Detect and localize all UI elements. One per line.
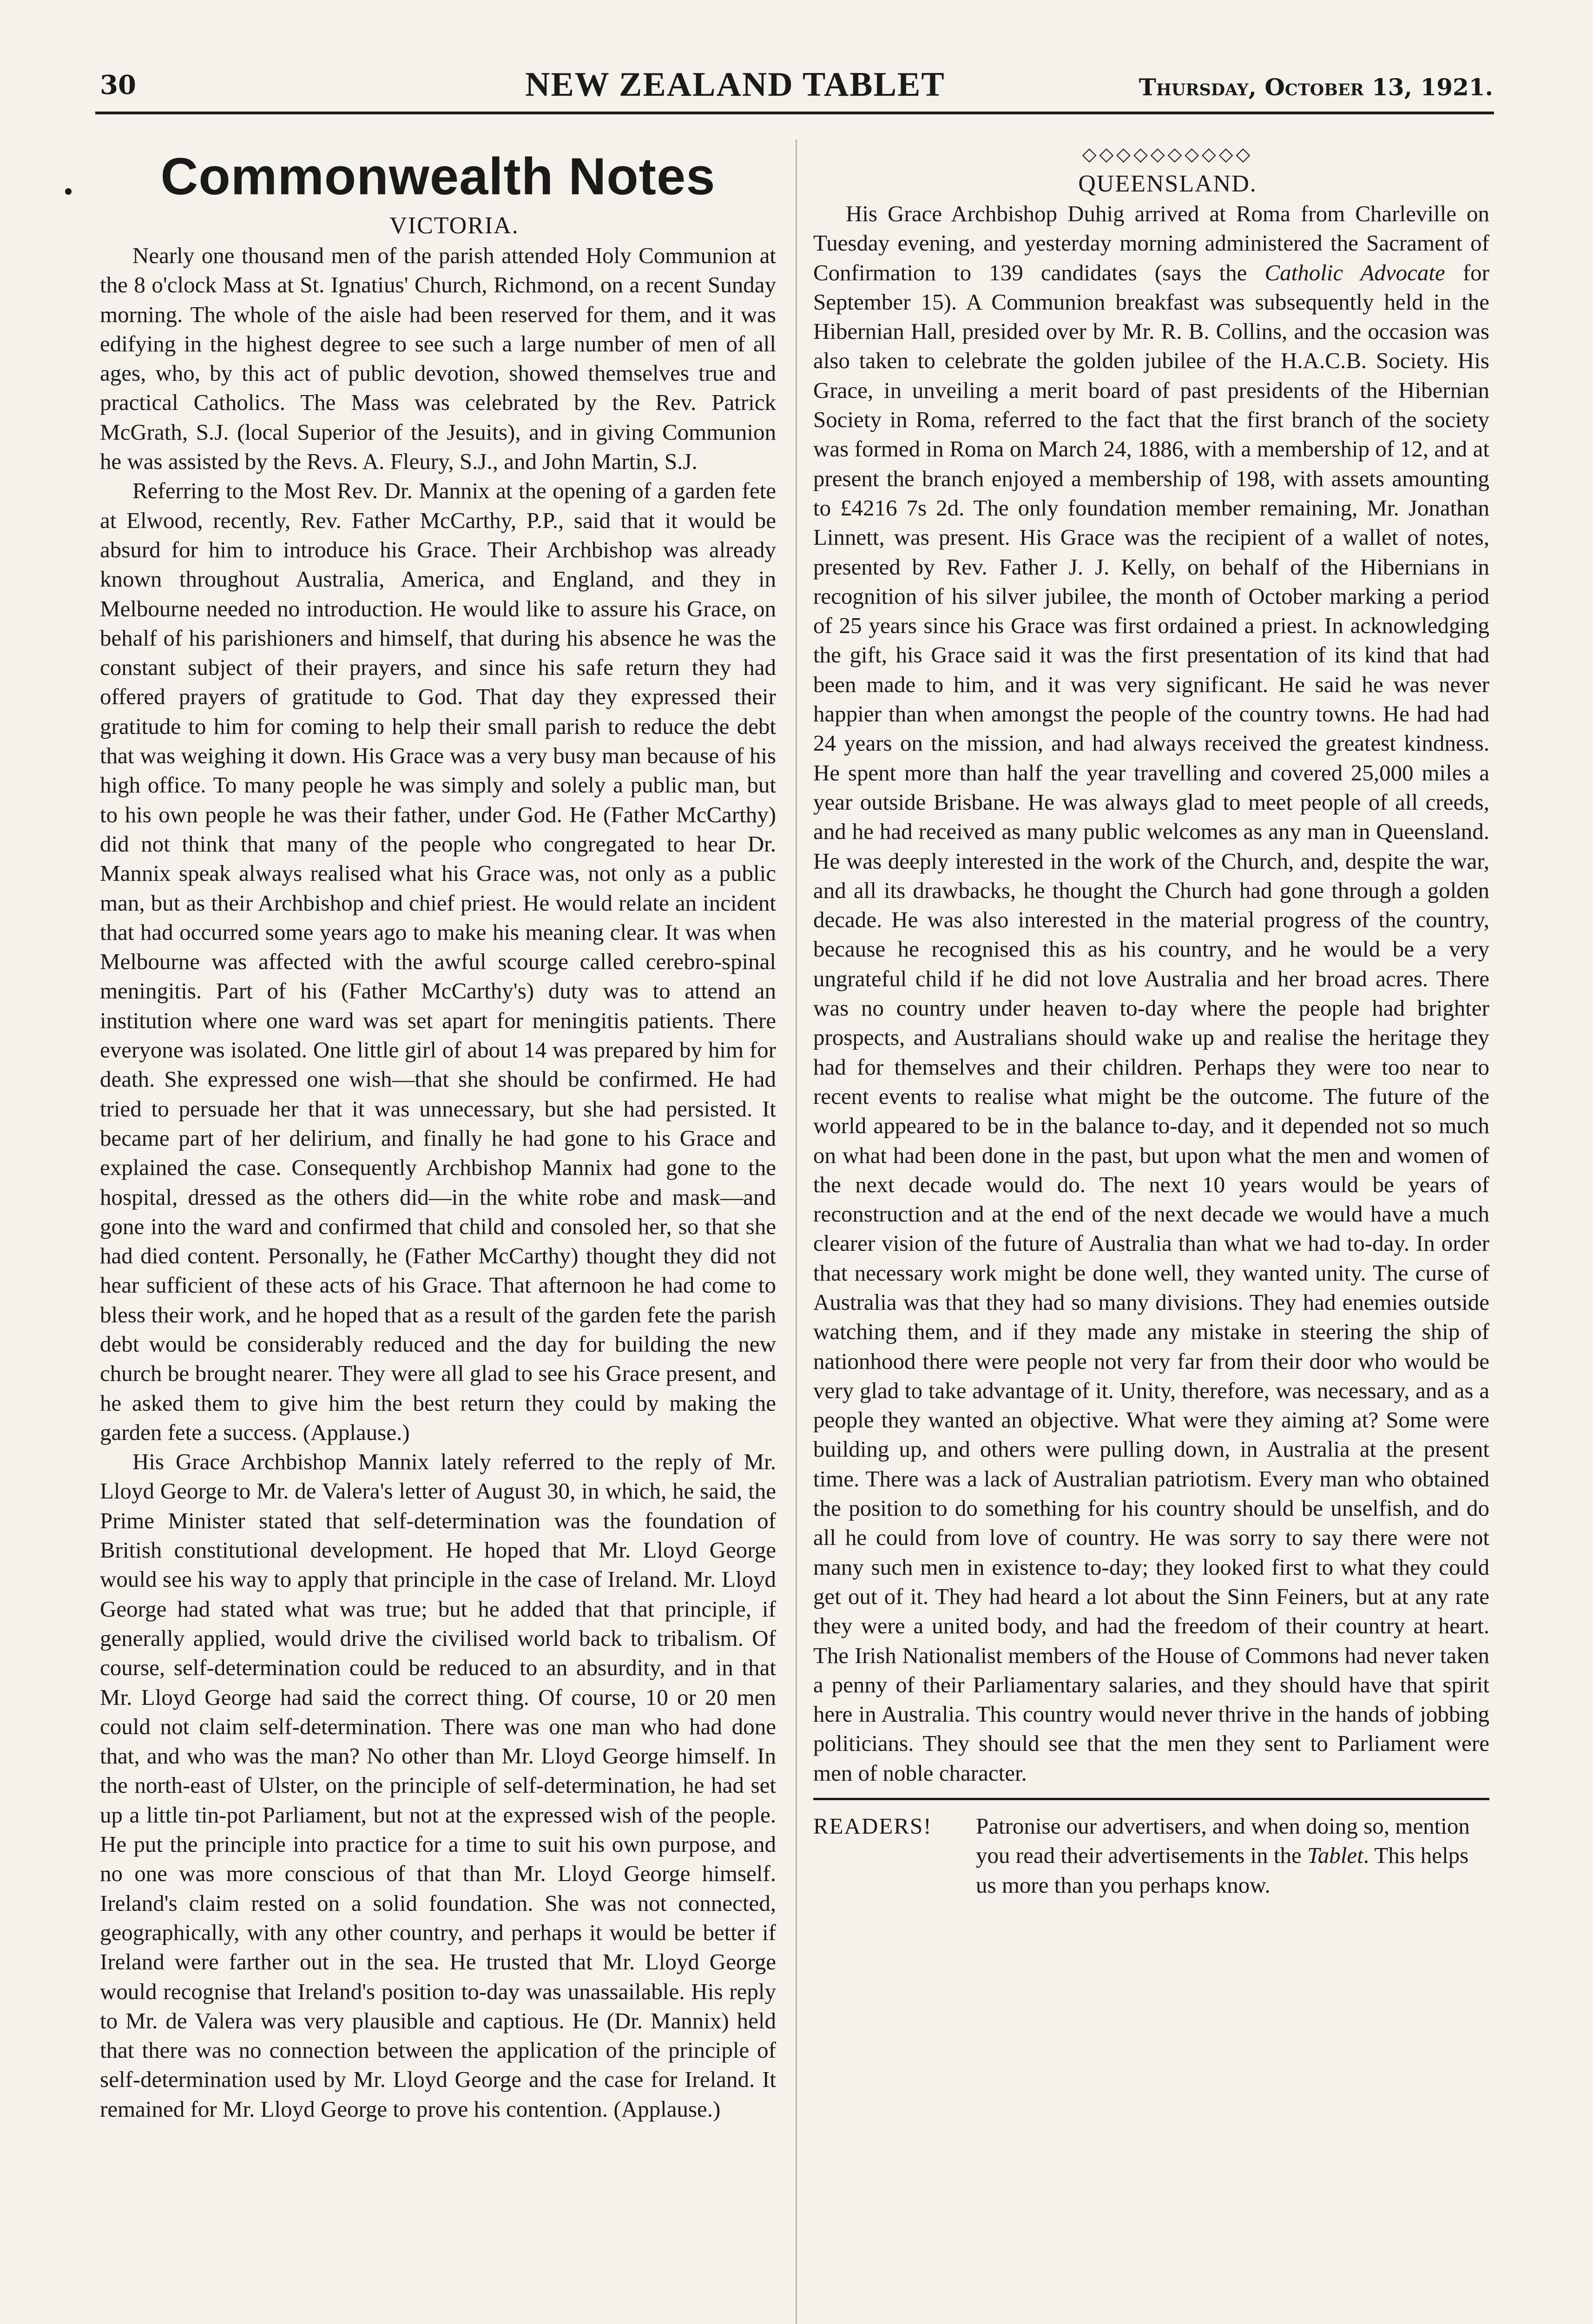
margin-ink-dot [65, 188, 72, 195]
readers-text: Patronise our advertisers, and when doing so, mention you read their advertisements in the Tablet. This helps us more than you perhaps know. [976, 1813, 1470, 1898]
paragraph-holy-communion: Nearly one thousand men of the parish attended Holy Communion at the 8 o'clock Mass at St. Ignatius' Church, Richmond, on a recent Sunday morning. The whole of the aisle had been reserved for them, and it was edifying in the highest degree to see such a large number of men of all ages, who, by this act of public devotion, showed themselves true and practical Catholics. The Mass was celebrated by the Rev. Patrick McGrath, S.J. (local Superior of the Jesuits), and in giving Communion he was assisted by the Revs. A. Fleury, S.J., and John Martin, S.J. [100, 243, 776, 475]
readers-divider [813, 1798, 1489, 1800]
left-column [100, 139, 776, 2124]
column-divider [796, 139, 797, 2324]
article-title: Commonwealth Notes [160, 147, 716, 205]
paragraph-archbishop-duhig [813, 199, 1489, 1788]
readers-label: READERS! [813, 1813, 932, 1839]
tablet-title: Tablet [1307, 1842, 1363, 1868]
readers-notice [813, 1811, 1489, 1900]
paragraph-garden-fete: Referring to the Most Rev. Dr. Mannix at the opening of a garden fete at Elwood, recently, Rev. Father McCarthy, P.P., said that it would be absurd for him to introduce his Grace. Their Archbishop was already known throughout Australia, America, and England, and they in Melbourne needed no introduction. He would like to assure his Grace, on behalf of his parishioners and himself, that during his absence he was the constant subject of their prayers, and since his safe return they had offered prayers of gratitude to God. That day they expressed their gratitude to him for coming to help their small parish to reduce the debt that was weighing it down. His Grace was a very busy man because of his high office. To many people he was simply and solely a public man, but to his own people he was their father, under God. He (Father McCarthy) did not think that many of the people who congregated to hear Dr. Mannix speak always realised what his Grace was, not only as a public man, but as their Archbishop and chief priest. He would relate an incident that had occurred some years ago to make his meaning clear. It was when Melbourne was affected with the awful scourge called cerebro-spinal meningitis. Part of his (Father McCarthy's) duty was to attend an institution where one ward was set apart for meningitis patients. There everyone was isolated. One little girl of about 14 was prepared by him for death. She expressed one wish—that she should be confirmed. He had tried to persuade her that it was unnecessary, but she had persisted. It became part of her delirium, and finally he had gone to his Grace and explained the case. Consequently Archbishop Mannix had gone to the hospital, dressed as the others did—in the white robe and mask—and gone into the ward and confirmed that child and consoled her, so that she had died content. Personally, he (Father McCarthy) thought they did not hear sufficient of these acts of his Grace. That afternoon he had come to bless their work, and he hoped that as a result of the garden fete the parish debt would be considerably reduced and the day for building the new church be brought nearer. They were all glad to see his Grace present, and he asked them to give him the best return they could by making the garden fete a success. (Applause.) [100, 478, 776, 1445]
source-publication-title: Catholic Advocate [1264, 259, 1445, 285]
right-column [813, 139, 1489, 1900]
paragraph-text-start: His Grace Archbishop Duhig arrived at Roma from Charleville on Tuesday evening, and yesterday morning administered the Sacrament of Confirmation to 139 candidates (says the [813, 201, 1489, 285]
section-ornament: ◇◇◇◇◇◇◇◇◇◇ [1082, 144, 1253, 165]
paragraph-text-rest: for September 15). A Communion breakfast was subsequently held in the Hibernian Hall, presided over by Mr. R. B. Collins, and the occasion was also taken to celebrate the golden jubilee of the H.A.C.B. Society. His Grace, in unveiling a merit board of past presidents of the Hibernian Society in Roma, referred to the fact that the first branch of the society was formed in Roma on March 24, 1886, with a membership of 12, and at present the branch enjoyed a membership of 198, with assets amounting to £4216 7s 2d. The only foundation member remaining, Mr. Jonathan Linnett, was present. His Grace was the recipient of a wallet of notes, presented by Rev. Father J. J. Kelly, on behalf of the Hibernians in recognition of his silver jubilee, the month of October marking a period of 25 years since his Grace was first ordained a priest. In acknowledging the gift, his Grace said it was the first presentation of its kind that had been made to him, and it was very significant. He said he was never happier than when amongst the people of the country towns. He had had 24 years on the mission, and had always received the greatest kindness. He spent more than half the year travelling and covered 25,000 miles a year outside Brisbane. He was always glad to meet people of all creeds, and he had received as many public welcomes as any man in Queensland. He was deeply interested in the work of the Church, and, despite the war, and all its drawbacks, he thought the Church had gone through a golden decade. He was also interested in the material progress of the country, because he recognised this as his country, and he would be a very ungrateful child if he did not love Australia and her broad acres. There was no country under heaven to-day where the people had brighter prospects, and Australians should wake up and realise the heritage they had for themselves and their children. Perhaps they were too near to recent events to realise what might be the outcome. The future of the world appeared to be in the balance to-day, and it depended not so much on what had been done in the past, but upon what the men and women of the next decade would do. The next 10 years would be years of reconstruction and at the end of the next decade we would have a much clearer vision of the future of Australia than what we had to-day. In order that necessary work might be done well, they wanted unity. The curse of Australia was that they had so many divisions. They had enemies outside watching them, and if they made any mistake in steering the ship of nationhood there were people not very far from their door who would be very glad to take advantage of it. Unity, therefore, was necessary, and as a people they wanted an objective. What were they aiming at? Some were building up, and others were pulling down, in Australia at the present time. There was a lack of Australian patriotism. Every man who obtained the position to do something for his country should be unselfish, and do all he could from love of country. He was sorry to say there were not many such men in existence to-day; they looked first to what they could get out of it. They had heard a lot about the Sinn Feiners, but at any rate they were a united body, and had the freedom of their country at heart. The Irish Nationalist members of the House of Commons had never taken a penny of their Parliamentary salaries, and they should have that spirit here in Australia. This country would never thrive in the hands of jobbing politicians. They should see that the men they sent to Parliament were men of noble character. [813, 259, 1489, 1786]
page-number: 30 [100, 70, 136, 100]
section-heading-queensland: QUEENSLAND. [1078, 171, 1257, 197]
section-heading-victoria: VICTORIA. [389, 212, 519, 239]
issue-date: Thursday, October 13, 1921. [1139, 73, 1493, 101]
header-rule [95, 112, 1494, 114]
publication-masthead: NEW ZEALAND TABLET [525, 66, 945, 104]
paragraph-self-determination: His Grace Archbishop Mannix lately referred to the reply of Mr. Lloyd George to Mr. de Valera's letter of August 30, in which, he said, the Prime Minister stated that self-determination was the foundation of British constitutional development. He hoped that Mr. Lloyd George would see his way to apply that principle in the case of Ireland. Mr. Lloyd George had stated what was true; but he added that that principle, if generally applied, would drive the civilised world back to tribalism. Of course, self-determination could be reduced to an absurdity, and in that Mr. Lloyd George had said the correct thing. Of course, 10 or 20 men could not claim self-determination. There was one man who had done that, and who was the man? No other than Mr. Lloyd George himself. In the north-east of Ulster, on the principle of self-determination, he had set up a little tin-pot Parliament, but not at the expressed wish of the people. He put the principle into practice for a time to suit his own purpose, and no one was more conscious of that than Mr. Lloyd George himself. Ireland's claim rested on a solid foundation. She was not connected, geographically, with any other country, and perhaps it would be better if Ireland were farther out in the sea. He trusted that Mr. Lloyd George would recognise that Ireland's position to-day was unassailable. His reply to Mr. de Valera was very plausible and captious. He (Dr. Mannix) held that there was no connection between the application of the principle of self-determination used by Mr. Lloyd George and the case for Ireland. It remained for Mr. Lloyd George to prove his contention. (Applause.) [100, 1449, 776, 2122]
